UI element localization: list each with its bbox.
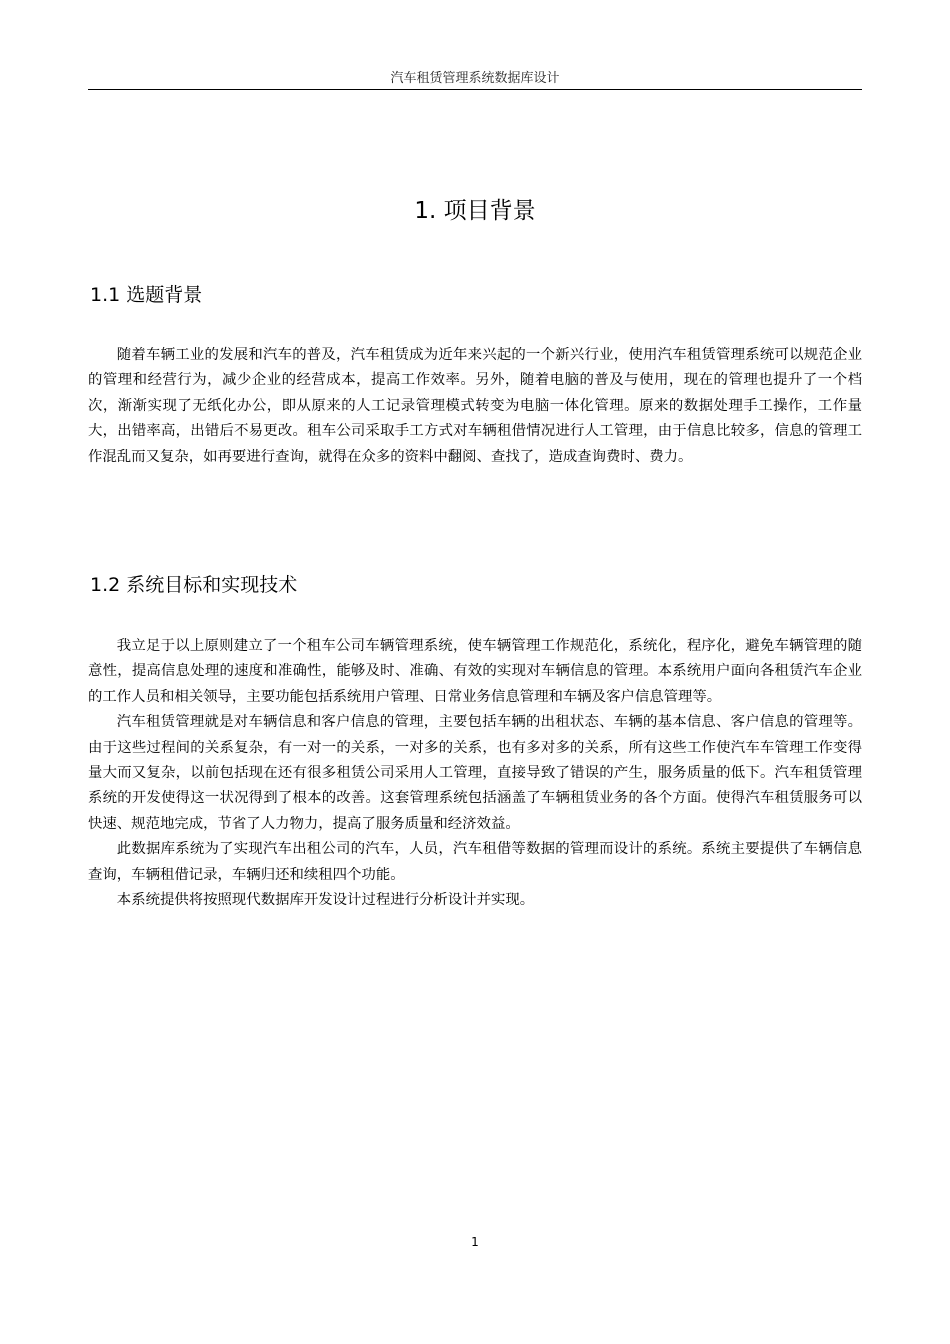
chapter-title: 1. 项目背景 xyxy=(414,198,536,224)
paragraph: 汽车租赁管理就是对车辆信息和客户信息的管理，主要包括车辆的出租状态、车辆的基本信息、客户信息的管理等。由于这些过程间的关系复杂，有一对一的关系，一对多的关系，也有多对多的关系，所有这些工作使汽车车管理工作变得量大而又复杂，以前包括现在还有很多租赁公司采用人工管理，直接导致了错误的产生，服务质量的低下。汽车租赁管理系统的开发使得这一状况得到了根本的改善。这套管理系统包括涵盖了车辆租赁业务的各个方面。使得汽车租赁服务可以快速、规范地完成，节省了人力物力，提高了服务质量和经济效益。 xyxy=(88,714,862,832)
header-divider xyxy=(88,89,862,90)
paragraph: 本系统提供将按照现代数据库开发设计过程进行分析设计并实现。 xyxy=(116,892,535,909)
section-1-2-body xyxy=(88,634,862,913)
paragraph: 此数据库系统为了实现汽车出租公司的汽车，人员，汽车租借等数据的管理而设计的系统。系统主要提供了车辆信息查询，车辆租借记录，车辆归还和续租四个功能。 xyxy=(88,841,862,883)
section-1-1-body xyxy=(88,343,862,470)
paragraph: 随着车辆工业的发展和汽车的普及，汽车租赁成为近年来兴起的一个新兴行业，使用汽车租赁管理系统可以规范企业的管理和经营行为，减少企业的经营成本，提高工作效率。另外，随着电脑的普及与使用，现在的管理也提升了一个档次，渐渐实现了无纸化办公，即从原来的人工记录管理模式转变为电脑一体化管理。原来的数据处理手工操作，工作量大，出错率高，出错后不易更改。租车公司采取手工方式对车辆租借情况进行人工管理，由于信息比较多，信息的管理工作混乱而又复杂，如再要进行查询，就得在众多的资料中翻阅、查找了，造成查询费时、费力。 xyxy=(88,347,862,465)
page-header: 汽车租赁管理系统数据库设计 xyxy=(390,71,560,86)
paragraph: 我立足于以上原则建立了一个租车公司车辆管理系统，使车辆管理工作规范化，系统化，程序化，避免车辆管理的随意性，提高信息处理的速度和准确性，能够及时、准确、有效的实现对车辆信息的管理。本系统用户面向各租赁汽车企业的工作人员和相关领导，主要功能包括系统用户管理、日常业务信息管理和车辆及客户信息管理等。 xyxy=(88,638,862,705)
section-title-1-2: 1.2 系统目标和实现技术 xyxy=(90,574,298,596)
page-number: 1 xyxy=(471,1235,479,1249)
section-title-1-1: 1.1 选题背景 xyxy=(90,284,203,306)
